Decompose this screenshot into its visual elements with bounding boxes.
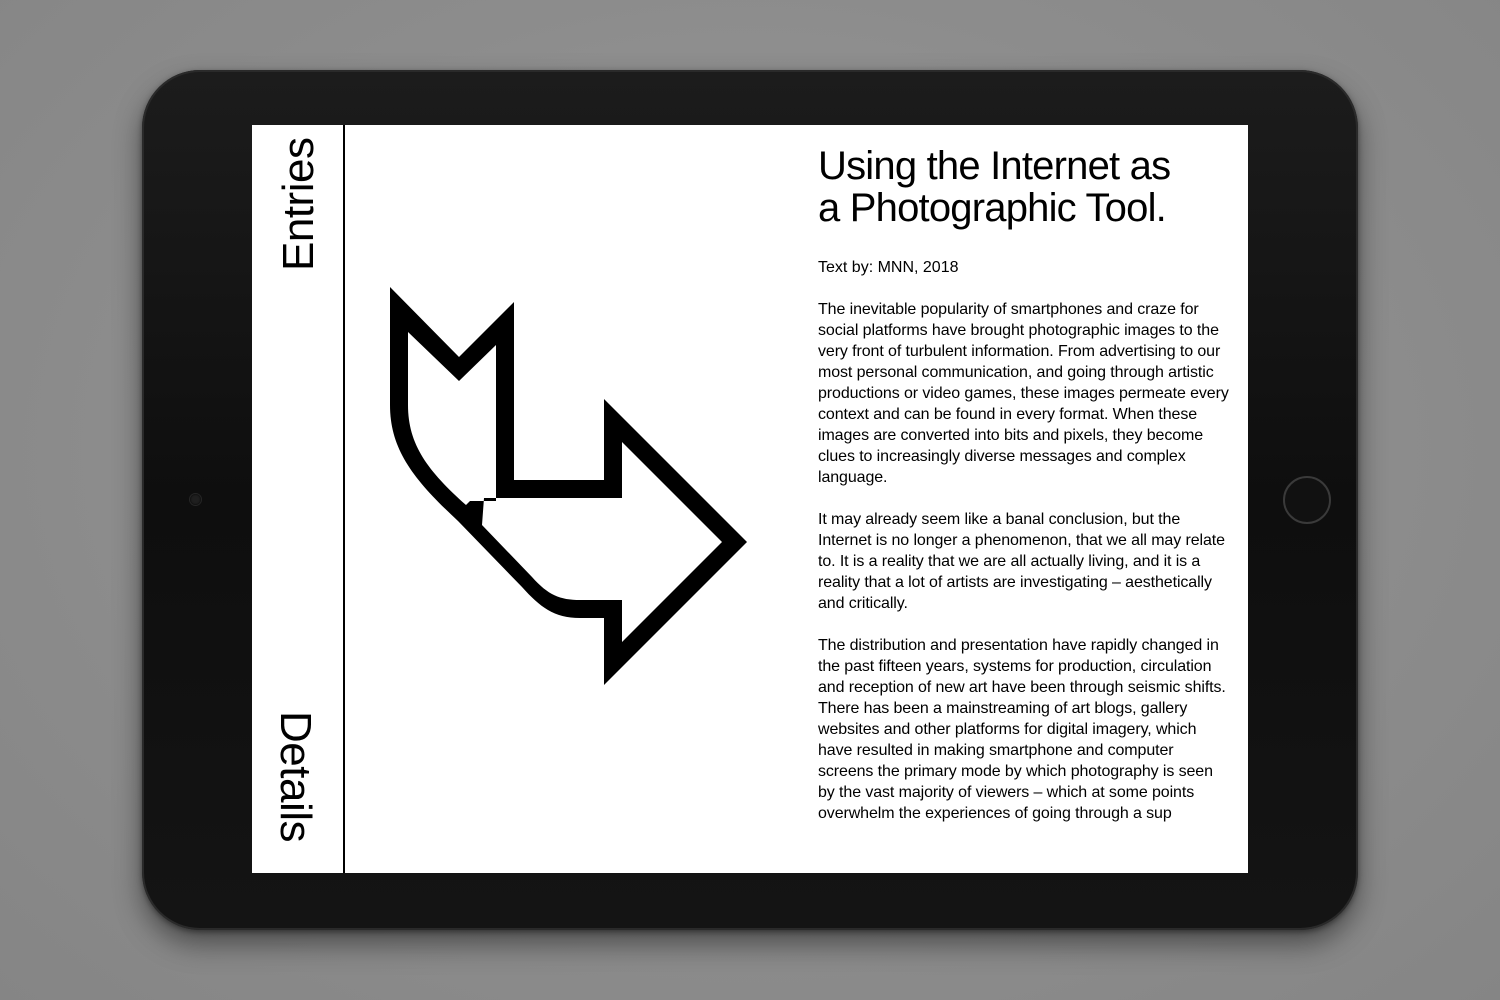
tablet-screen <box>252 125 1248 873</box>
article <box>818 145 1230 845</box>
article-paragraph: The inevitable popularity of smartphones and craze for social platforms have brought photographic images to the very front of turbulent information. From advertising to our most personal communication, and going through artistic productions or video games, these images permeate every context and can be found in every format. When these images are converted into bits and pixels, they become clues to increasingly diverse messages and complex language. <box>818 301 1229 486</box>
sidebar-item-details[interactable]: Details <box>271 711 320 842</box>
home-button[interactable] <box>1283 476 1331 524</box>
article-paragraph: The distribution and presentation have rapidly changed in the past fifteen years, systems for production, circulation and reception of new art have been through seismic shifts. There has been a mainstreaming of art blogs, gallery websites and other platforms for digital imagery, which have resulted in making smartphone and computer screens the primary mode by which photography is seen by the vast majority of viewers – which at some points overwhelm the experiences of going through a sup <box>818 637 1226 822</box>
front-camera <box>190 494 201 505</box>
article-byline: Text by: MNN, 2018 <box>818 259 959 276</box>
logo-outline <box>390 287 747 685</box>
sidebar <box>252 125 345 873</box>
article-paragraph: It may already seem like a banal conclusion, but the Internet is no longer a phenomenon, that we all may relate to. It is a reality that we are all actually living, and it is a reality that a lot of artists are investigating – aesthetically and critically. <box>818 511 1225 612</box>
sidebar-item-entries[interactable]: Entries <box>274 137 323 271</box>
article-title <box>818 145 1230 229</box>
article-title-line1: Using the Internet as <box>818 144 1171 188</box>
article-title-line2: a Photographic Tool. <box>818 186 1166 230</box>
abstract-arrow-logo-icon <box>372 265 802 725</box>
